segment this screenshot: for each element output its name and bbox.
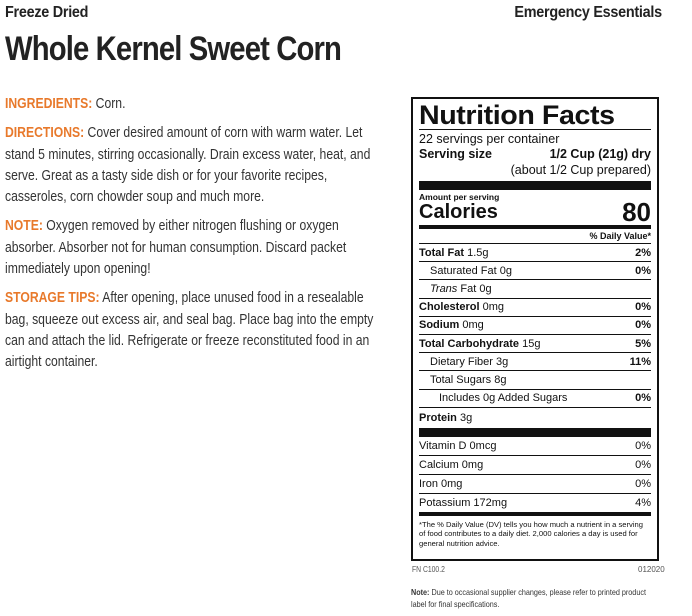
nutrient-dv: 2% bbox=[635, 246, 651, 259]
vitamin-row bbox=[419, 493, 651, 512]
nutrient-dv: 0% bbox=[635, 301, 651, 314]
date-code: 012020 bbox=[638, 565, 665, 574]
note-text: Due to occasional supplier changes, please refer to printed product label for final specifications. bbox=[411, 587, 646, 609]
nutrient-row-added-sugars bbox=[419, 389, 651, 407]
nutrient-row-total-sugars bbox=[419, 370, 651, 388]
nutrient-amount: 0mg bbox=[462, 319, 484, 332]
vitamin-amount: 0mg bbox=[441, 477, 463, 490]
vitamin-label: Iron bbox=[419, 477, 438, 490]
vitamin-dv: 0% bbox=[635, 458, 651, 471]
serving-size-label: Serving size bbox=[419, 147, 492, 161]
calories-label: Calories bbox=[419, 201, 498, 223]
note-section bbox=[5, 216, 375, 280]
section-text: After opening, place unused food in a resealable bag, squeeze out excess air, and seal bag. Place bag into the empty can and attach the lid. Refrigerate or freeze reconstituted food in an airtight container. bbox=[5, 290, 374, 371]
vitamin-dv: 0% bbox=[635, 477, 651, 490]
nutrient-label: Protein bbox=[419, 411, 457, 424]
nutrient-dv: 0% bbox=[635, 392, 651, 405]
product-type: Freeze Dried bbox=[5, 4, 89, 21]
vitamin-row bbox=[419, 437, 651, 455]
nutrient-label: Total Sugars bbox=[430, 373, 492, 386]
nutrition-facts-panel bbox=[411, 97, 659, 561]
servings-per-container: 22 servings per container bbox=[419, 132, 560, 146]
supplier-note bbox=[411, 586, 653, 610]
nutrient-label: Trans bbox=[430, 282, 458, 295]
nutrient-row-cholesterol bbox=[419, 298, 651, 316]
nutrition-title: Nutrition Facts bbox=[419, 100, 615, 130]
nutrient-label: Total Fat bbox=[419, 246, 465, 259]
vitamin-label: Vitamin D bbox=[419, 439, 467, 452]
nutrient-label: Total Carbohydrate bbox=[419, 337, 520, 350]
ingredients-section bbox=[5, 94, 375, 115]
nutrient-dv: 0% bbox=[635, 319, 651, 332]
vitamin-dv: 4% bbox=[635, 496, 651, 509]
nutrient-label: Saturated Fat bbox=[430, 264, 497, 277]
nutrient-dv: 0% bbox=[635, 264, 651, 277]
vitamin-label: Potassium bbox=[419, 496, 471, 509]
nutrient-label-suffix: Fat bbox=[460, 282, 477, 295]
nutrient-row-protein bbox=[419, 407, 651, 428]
nutrient-row-total-fat bbox=[419, 243, 651, 261]
section-label: DIRECTIONS: bbox=[5, 125, 85, 142]
nutrient-label: Sodium bbox=[419, 319, 460, 332]
vitamin-label: Calcium bbox=[419, 458, 459, 471]
serving-size-value: 1/2 Cup (21g) dry bbox=[549, 147, 651, 161]
section-label: NOTE: bbox=[5, 218, 43, 235]
vitamin-dv: 0% bbox=[635, 439, 651, 452]
nutrient-amount: 0mg bbox=[482, 301, 504, 314]
product-title: Whole Kernel Sweet Corn bbox=[5, 30, 342, 68]
vitamin-row bbox=[419, 474, 651, 493]
nutrient-row-sodium bbox=[419, 316, 651, 334]
nutrient-label: Cholesterol bbox=[419, 301, 480, 314]
nutrient-row-saturated-fat bbox=[419, 261, 651, 279]
section-label: INGREDIENTS: bbox=[5, 96, 93, 112]
formula-code: FN C100.2 bbox=[412, 565, 445, 574]
storage-tips-section bbox=[5, 288, 375, 373]
nutrient-row-trans-fat bbox=[419, 279, 651, 297]
product-info bbox=[5, 94, 375, 382]
serving-size-row bbox=[419, 147, 651, 162]
nutrient-label: Dietary Fiber bbox=[430, 355, 493, 368]
brand-name: Emergency Essentials bbox=[514, 4, 662, 21]
nutrient-amount: 15g bbox=[522, 337, 541, 350]
vitamin-amount: 0mg bbox=[461, 458, 484, 471]
nutrient-label: Includes 0g Added Sugars bbox=[439, 392, 568, 405]
vitamin-amount: 0mcg bbox=[469, 439, 497, 452]
daily-value-footnote: *The % Daily Value (DV) tells you how much a nutrient in a serving of food contributes to a daily diet. 2,000 calories a day is used for general nutrition advice. bbox=[419, 519, 643, 548]
nutrient-amount: 1.5g bbox=[467, 246, 489, 259]
nutrient-dv: 5% bbox=[635, 337, 651, 350]
nutrient-amount: 8g bbox=[494, 373, 507, 386]
vitamin-row bbox=[419, 455, 651, 474]
serving-size-alt: (about 1/2 Cup prepared) bbox=[510, 163, 651, 177]
nutrient-amount: 3g bbox=[496, 355, 509, 368]
amount-per-serving: Amount per serving bbox=[419, 192, 500, 202]
section-text: Corn. bbox=[95, 96, 126, 112]
section-text: Oxygen removed by either nitrogen flushing or oxygen absorber. Absorber not for human consumption. Discard packet immediately upon opening! bbox=[5, 218, 347, 278]
nutrient-amount: 0g bbox=[479, 282, 492, 295]
vitamin-amount: 172mg bbox=[473, 496, 508, 509]
section-text: Cover desired amount of corn with warm water. Let stand 5 minutes, stirring occasionally. Drain excess water, heat, and serve. Great as a tasty side dish or for your favorite recipes, casseroles, corn chowder soup and much more. bbox=[5, 125, 371, 206]
note-label: Note: bbox=[411, 587, 430, 597]
nutrient-amount: 0g bbox=[499, 264, 512, 277]
nutrient-amount: 3g bbox=[459, 411, 473, 424]
calories-value: 80 bbox=[622, 197, 651, 227]
nutrient-row-total-carbohydrate bbox=[419, 334, 651, 352]
section-label: STORAGE TIPS: bbox=[5, 290, 100, 307]
nutrient-dv: 11% bbox=[629, 355, 651, 368]
daily-value-header: % Daily Value* bbox=[589, 231, 651, 241]
nutrient-row-dietary-fiber bbox=[419, 352, 651, 370]
directions-section bbox=[5, 123, 375, 208]
